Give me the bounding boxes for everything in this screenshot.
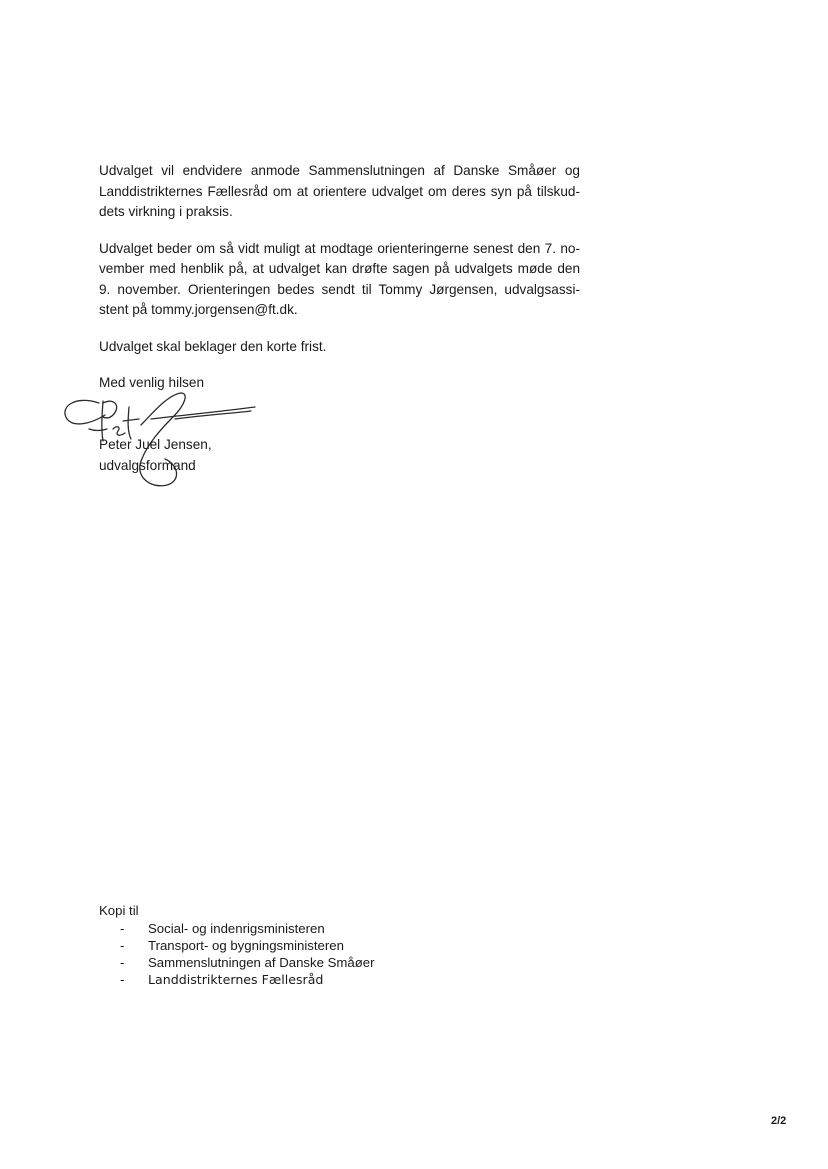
signer-title: udvalgsformand bbox=[99, 457, 196, 473]
body-line: 9. november. Orienteringen bedes sendt til Tommy Jørgensen, udvalgsassi- bbox=[99, 281, 580, 297]
copy-recipients bbox=[99, 902, 375, 988]
signer-name: Peter Juel Jensen, bbox=[99, 437, 212, 452]
page-number: 2/2 bbox=[771, 1115, 787, 1127]
paragraph-deadline bbox=[99, 239, 580, 321]
paragraph-request-orientation bbox=[99, 161, 580, 223]
letter-body bbox=[99, 161, 580, 394]
recipient-name: Social- og indenrigsministeren bbox=[148, 921, 325, 936]
closing-greeting: Med venlig hilsen bbox=[99, 375, 205, 390]
dash-bullet: - bbox=[120, 972, 125, 987]
recipient-name: Transport- og bygningsministeren bbox=[148, 938, 344, 953]
handwritten-signature bbox=[55, 385, 275, 495]
dash-bullet: - bbox=[120, 938, 125, 953]
body-line: dets virkning i praksis. bbox=[99, 204, 233, 219]
body-line: Udvalget beder om så vidt muligt at modtage orienteringerne senest den 7. no- bbox=[99, 240, 580, 256]
dash-bullet: - bbox=[120, 921, 125, 936]
body-line: Udvalget skal beklager den korte frist. bbox=[99, 338, 327, 354]
copy-title: Kopi til bbox=[99, 903, 139, 918]
recipient-name: Landdistrikternes Fællesråd bbox=[148, 972, 324, 987]
list-item bbox=[99, 971, 375, 988]
body-line: vember med henblik på, at udvalget kan drøfte sagen på udvalgets møde den bbox=[99, 261, 580, 276]
body-line: Landdistrikternes Fællesråd om at orientere udvalget om deres syn på tilskud- bbox=[99, 183, 580, 199]
recipient-name: Sammenslutningen af Danske Småøer bbox=[148, 955, 375, 970]
body-line: Udvalget vil endvidere anmode Sammenslutningen af Danske Småøer og bbox=[99, 163, 580, 178]
copy-list bbox=[99, 920, 375, 988]
list-item bbox=[99, 954, 375, 971]
list-item bbox=[99, 920, 375, 937]
paragraph-apology bbox=[99, 337, 580, 358]
list-item bbox=[99, 937, 375, 954]
dash-bullet: - bbox=[120, 955, 125, 970]
body-line: stent på tommy.jorgensen@ft.dk. bbox=[99, 302, 298, 317]
